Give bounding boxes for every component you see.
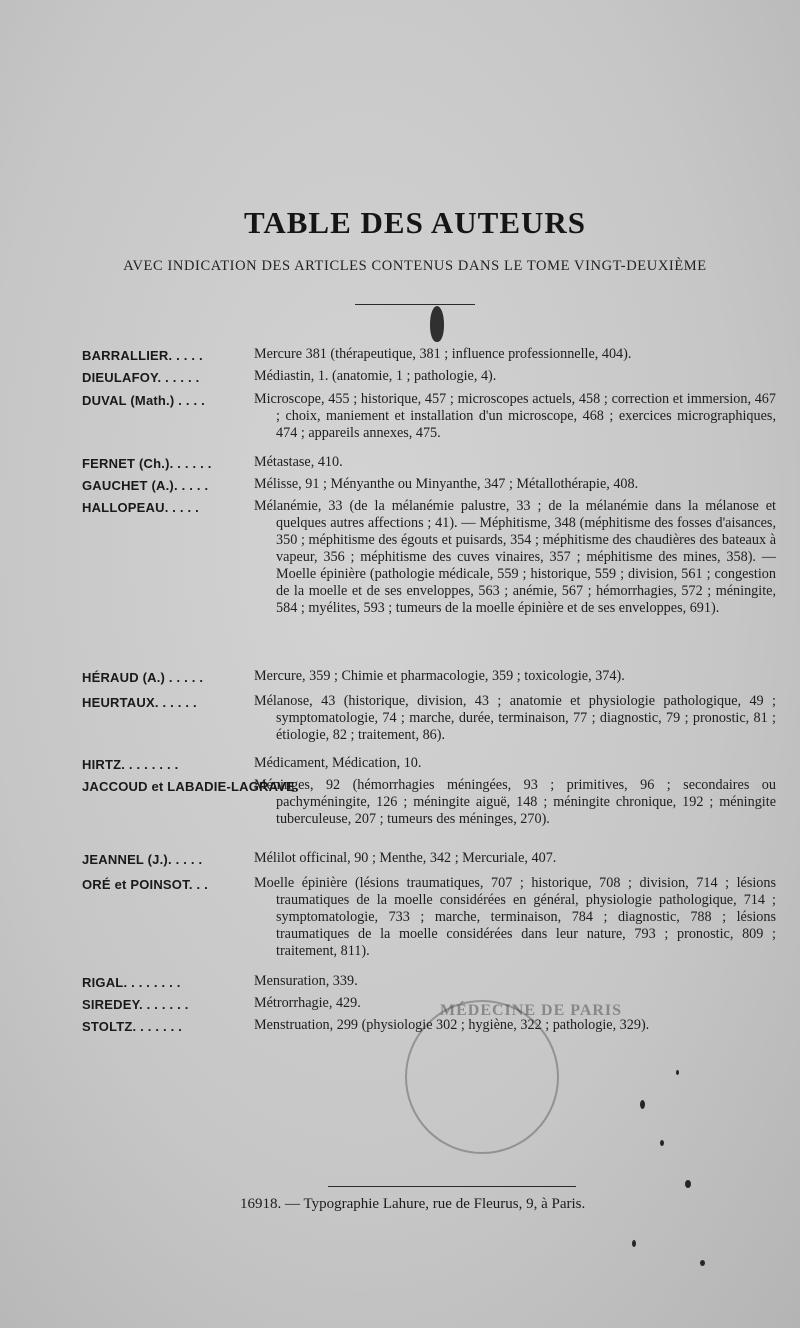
author-name: JEANNEL (J.). . . . . xyxy=(82,852,203,867)
entry-articles: Méninges, 92 (hémorrhagies méningées, 93 ; primitives, 96 ; secondaires ou pachyméningite, 126 ; méningite aiguë, 148 ; méningite chronique, 192 ; méningite tuberculeuse, 207 ; tumeurs des méninges, 270). xyxy=(254,777,776,827)
printer-imprint: 16918. — Typographie Lahure, rue de Fleurus, 9, à Paris. xyxy=(240,1196,586,1212)
author-name: DIEULAFOY. . . . . . xyxy=(82,370,200,385)
ink-speck xyxy=(660,1140,664,1146)
entry-articles: Microscope, 455 ; historique, 457 ; microscopes actuels, 458 ; correction et immersion, 467 ; choix, maniement et installation d'un microscope, 468 ; exercices micrographiques, 474 ; appareils annexes, 475. xyxy=(254,391,776,441)
author-name: ORÉ et POINSOT. . . xyxy=(82,877,208,892)
library-stamp xyxy=(405,1000,559,1154)
author-name: FERNET (Ch.). . . . . . xyxy=(82,456,212,471)
footer-rule xyxy=(328,1186,576,1187)
entry-articles: Métastase, 410. xyxy=(254,454,343,470)
author-name: HALLOPEAU. . . . . xyxy=(82,500,199,515)
author-name: HEURTAUX. . . . . . xyxy=(82,695,197,710)
entry-articles: Métrorrhagie, 429. xyxy=(254,995,361,1011)
entry-articles: Mercure 381 (thérapeutique, 381 ; influence professionnelle, 404). xyxy=(254,346,632,362)
index-entry xyxy=(0,973,800,995)
index-entry xyxy=(0,693,800,755)
entry-articles: Mensuration, 339. xyxy=(254,973,358,989)
index-entry xyxy=(0,1017,800,1039)
author-name: BARRALLIER. . . . . xyxy=(82,348,203,363)
author-index xyxy=(0,346,800,1039)
title-rule xyxy=(355,304,475,305)
ink-speck xyxy=(676,1070,679,1075)
ink-speck xyxy=(685,1180,691,1188)
page-subtitle: AVEC INDICATION DES ARTICLES CONTENUS DANS LE TOME VINGT-DEUXIÈME xyxy=(123,258,707,274)
index-entry xyxy=(0,875,800,973)
index-entry xyxy=(0,346,800,368)
author-name: STOLTZ. . . . . . . xyxy=(82,1019,183,1034)
author-name: RIGAL. . . . . . . . xyxy=(82,975,181,990)
ink-speck xyxy=(632,1240,636,1247)
author-name: SIREDEY. . . . . . . xyxy=(82,997,189,1012)
page-title: TABLE DES AUTEURS xyxy=(243,205,587,240)
entry-articles: Médicament, Médication, 10. xyxy=(254,755,422,771)
index-entry xyxy=(0,368,800,391)
author-name: JACCOUD et LABADIE-LAGRAVE. xyxy=(82,779,299,794)
index-entry xyxy=(0,454,800,476)
author-name: HIRTZ. . . . . . . . xyxy=(82,757,179,772)
index-entry xyxy=(0,755,800,777)
index-entry xyxy=(0,498,800,668)
entry-articles: Médiastin, 1. (anatomie, 1 ; pathologie, 4). xyxy=(254,368,497,384)
index-entry xyxy=(0,476,800,498)
ink-speck xyxy=(700,1260,705,1266)
index-entry xyxy=(0,777,800,850)
entry-articles: Mélilot officinal, 90 ; Menthe, 342 ; Mercuriale, 407. xyxy=(254,850,557,866)
entry-articles: Mélanose, 43 (historique, division, 43 ; anatomie et physiologie pathologique, 49 ; symptomatologie, 74 ; marche, durée, terminaison, 77 ; diagnostic, 79 ; pronostic, 81 ; étiologie, 82 ; traitement, 86). xyxy=(254,693,776,743)
entry-articles: Mélisse, 91 ; Ményanthe ou Minyanthe, 347 ; Métallothérapie, 408. xyxy=(254,476,639,492)
index-entry xyxy=(0,850,800,875)
stamp-text: MÉDECINE DE PARIS xyxy=(440,1002,623,1019)
author-name: GAUCHET (A.). . . . . xyxy=(82,478,209,493)
author-name: HÉRAUD (A.) . . . . . xyxy=(82,670,204,685)
author-name: DUVAL (Math.) . . . . xyxy=(82,393,205,408)
entry-articles: Mercure, 359 ; Chimie et pharmacologie, 359 ; toxicologie, 374). xyxy=(254,668,625,684)
entry-articles: Moelle épinière (lésions traumatiques, 707 ; historique, 708 ; division, 714 ; lésions traumatiques de la moelle considérées en général, physiologie pathologique, 714 ; symptomatologie, 733 ; marche, terminaison, 784 ; diagnostic, 788 ; lésions traumatiques de la moelle considérées dans leur nature, 793 ; pronostic, 809 ; traitement, 811). xyxy=(254,875,776,959)
entry-articles: Mélanémie, 33 (de la mélanémie palustre, 33 ; de la mélanémie dans la mélanose et quelques autres affections ; 41). — Méphitisme, 348 (méphitisme des fosses d'aisances, 350 ; méphitisme des égouts et puisards, 354 ; méphitisme des chaudières des bateaux à vapeur, 356 ; méphitisme des cuves vinaires, 357 ; méphitisme des mines, 358). — Moelle épinière (pathologie médicale, 559 ; historique, 559 ; division, 561 ; congestion de la moelle et de ses enveloppes, 563 ; anémie, 567 ; hémorrhagies, 572 ; méningite, 584 ; myélites, 593 ; tumeurs de la moelle épinière et de ses enveloppes, 691). xyxy=(254,498,776,616)
entry-articles: Menstruation, 299 (physiologie 302 ; hygiène, 322 ; pathologie, 329). xyxy=(254,1017,650,1033)
index-entry xyxy=(0,668,800,693)
ink-speck xyxy=(640,1100,645,1109)
index-entry xyxy=(0,995,800,1017)
ink-blot xyxy=(430,306,444,342)
index-entry xyxy=(0,391,800,454)
